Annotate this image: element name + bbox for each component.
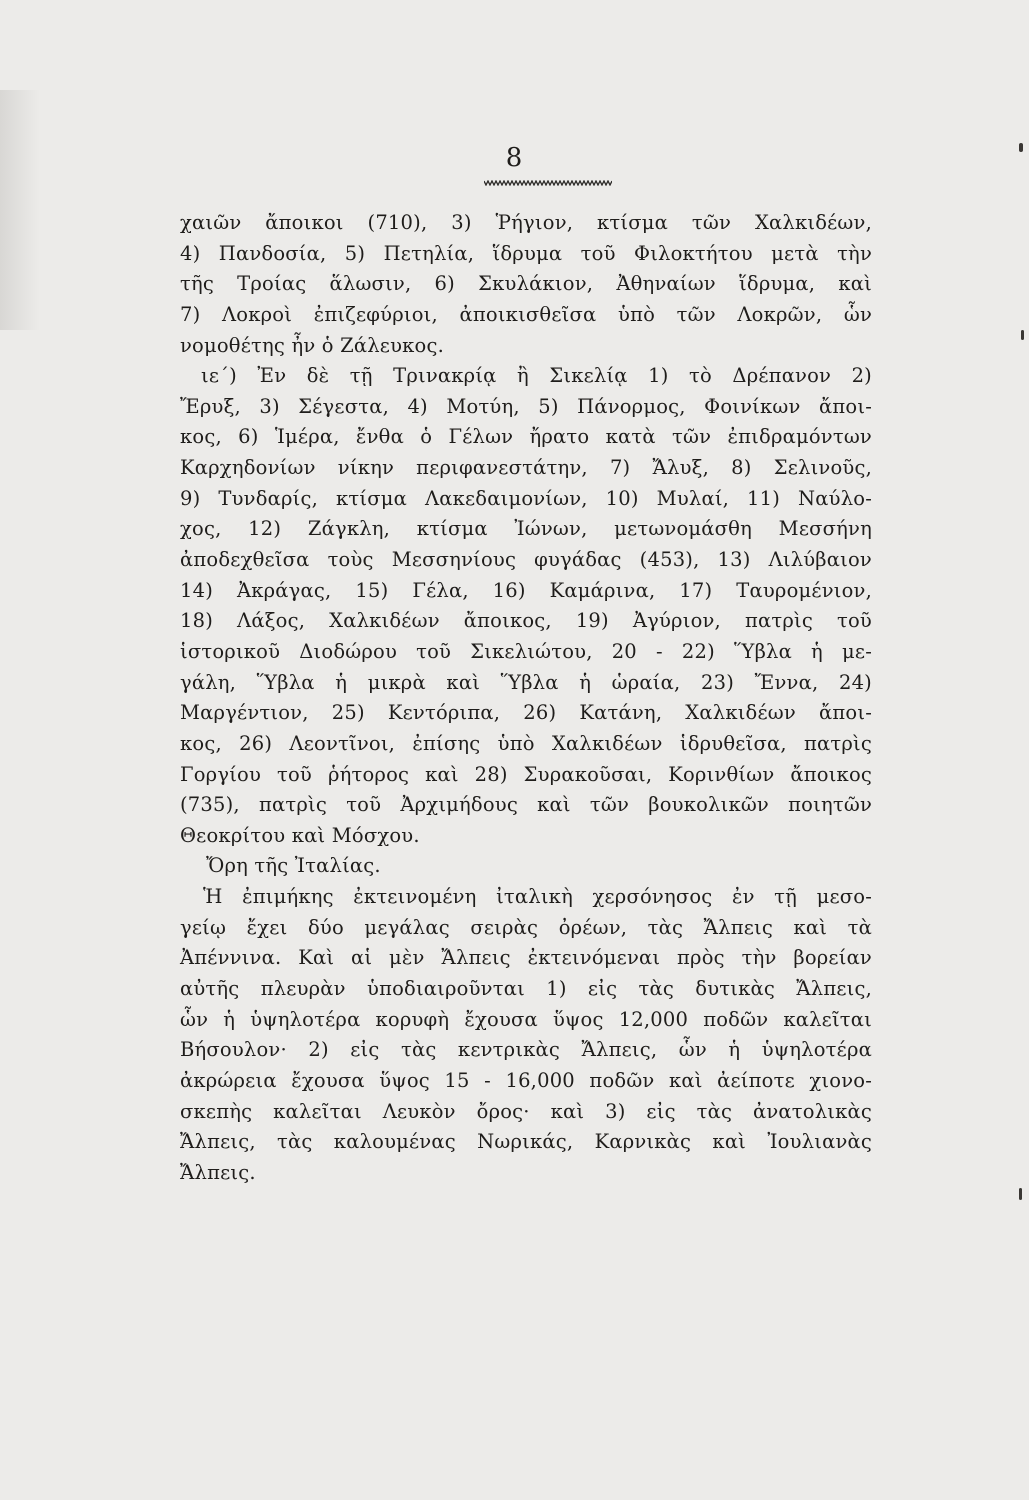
text-line: Μαργέντιον, 25) Κεντόριπα, 26) Κατάνη, Χαλκιδέων ἄποι-: [180, 701, 872, 725]
zigzag-ornament: [484, 180, 612, 186]
page-edge-shadow: [0, 90, 40, 330]
scan-edge-mark: [1019, 1188, 1022, 1200]
page-number: 8: [505, 143, 524, 173]
text-line: 4) Πανδοσία, 5) Πετηλία, ἵδρυμα τοῦ Φιλοκτήτου μετὰ τὴν: [180, 241, 872, 265]
text-line: ἀποδεχθεῖσα τοὺς Μεσσηνίους φυγάδας (453), 13) Λιλύβαιον: [180, 548, 872, 572]
text-line: γάλη, Ὕβλα ἡ μικρὰ καὶ Ὕβλα ἡ ὡραία, 23) Ἔννα, 24): [180, 670, 872, 694]
text-line: κος, 6) Ἱμέρα, ἔνθα ὁ Γέλων ἤρατο κατὰ τῶν ἐπιδραμόντων: [180, 425, 872, 449]
text-line: Θεοκρίτου καὶ Μόσχου.: [180, 823, 420, 847]
text-line: (735), πατρὶς τοῦ Ἀρχιμήδους καὶ τῶν βουκολικῶν ποιητῶν: [180, 793, 872, 817]
text-line: ὧν ἡ ὑψηλοτέρα κορυφὴ ἔχουσα ὕψος 12,000 ποδῶν καλεῖται: [180, 1007, 872, 1031]
text-line: ἱστορικοῦ Διοδώρου τοῦ Σικελιώτου, 20 - 22) Ὕβλα ἡ με-: [180, 639, 872, 663]
text-line: ιε´) Ἐν δὲ τῇ Τρινακρίᾳ ἢ Σικελίᾳ 1) τὸ Δρέπανον 2): [201, 364, 872, 388]
text-line: 9) Τυνδαρίς, κτίσμα Λακεδαιμονίων, 10) Μυλαί, 11) Ναύλο-: [180, 486, 872, 510]
text-line: κος, 26) Λεοντῖνοι, ἐπίσης ὑπὸ Χαλκιδέων ἱδρυθεῖσα, πατρὶς: [180, 731, 872, 755]
text-line: Ἄλπεις, τὰς καλουμένας Νωρικάς, Καρνικὰς καὶ Ἰουλιανὰς: [180, 1130, 872, 1154]
text-line: χος, 12) Ζάγκλη, κτίσμα Ἰώνων, μετωνομάσθη Μεσσήνη: [180, 517, 872, 541]
text-line: Ἀπέννινα. Καὶ αἱ μὲν Ἄλπεις ἐκτεινόμεναι πρὸς τὴν βορείαν: [180, 946, 872, 970]
text-line: γείῳ ἔχει δύο μεγάλας σειρὰς ὀρέων, τὰς Ἄλπεις καὶ τὰ: [180, 915, 872, 939]
text-line: Ἔρυξ, 3) Σέγεστα, 4) Μοτύη, 5) Πάνορμος, Φοινίκων ἄποι-: [180, 394, 872, 418]
scan-edge-mark: [1019, 143, 1023, 152]
text-line: αὐτῆς πλευρὰν ὑποδιαιροῦνται 1) εἰς τὰς δυτικὰς Ἄλπεις,: [180, 977, 872, 1001]
text-line: Γοργίου τοῦ ῥήτορος καὶ 28) Συρακοῦσαι, Κορινθίων ἄποικος: [180, 762, 872, 786]
text-line: 14) Ἀκράγας, 15) Γέλα, 16) Καμάρινα, 17) Ταυρομένιον,: [180, 578, 872, 602]
text-line: χαιῶν ἄποικοι (710), 3) Ῥήγιον, κτίσμα τῶν Χαλκιδέων,: [180, 211, 872, 234]
text-line: Καρχηδονίων νίκην περιφανεστάτην, 7) Ἄλυξ, 8) Σελινοῦς,: [180, 456, 872, 480]
scan-edge-mark: [1021, 330, 1024, 340]
text-line: Ἄλπεις.: [180, 1160, 256, 1184]
text-line: Βήσουλον· 2) εἰς τὰς κεντρικὰς Ἄλπεις, ὧν ἡ ὑψηλοτέρα: [180, 1038, 872, 1062]
text-line: ἀκρώρεια ἔχουσα ὕψος 15 - 16,000 ποδῶν καὶ ἀείποτε χιονο-: [180, 1068, 872, 1092]
text-line: 18) Λάξος, Χαλκιδέων ἄποικος, 19) Ἀγύριον, πατρὶς τοῦ: [180, 609, 872, 633]
body-text: [180, 208, 872, 1189]
text-line: 7) Λοκροὶ ἐπιζεφύριοι, ἀποικισθεῖσα ὑπὸ τῶν Λοκρῶν, ὧν: [180, 302, 872, 326]
text-line: τῆς Τροίας ἅλωσιν, 6) Σκυλάκιον, Ἀθηναίων ἵδρυμα, καὶ: [180, 272, 872, 296]
section-heading: Ὄρη τῆς Ἰταλίας.: [206, 854, 381, 878]
text-line: Ἡ ἐπιμήκης ἐκτεινομένη ἰταλικὴ χερσόνησος ἐν τῇ μεσο-: [203, 885, 872, 909]
text-line: σκεπὴς καλεῖται Λευκὸν ὄρος· καὶ 3) εἰς τὰς ἀνατολικὰς: [180, 1099, 872, 1123]
text-line: νομοθέτης ἦν ὁ Ζάλευκος.: [180, 333, 444, 357]
